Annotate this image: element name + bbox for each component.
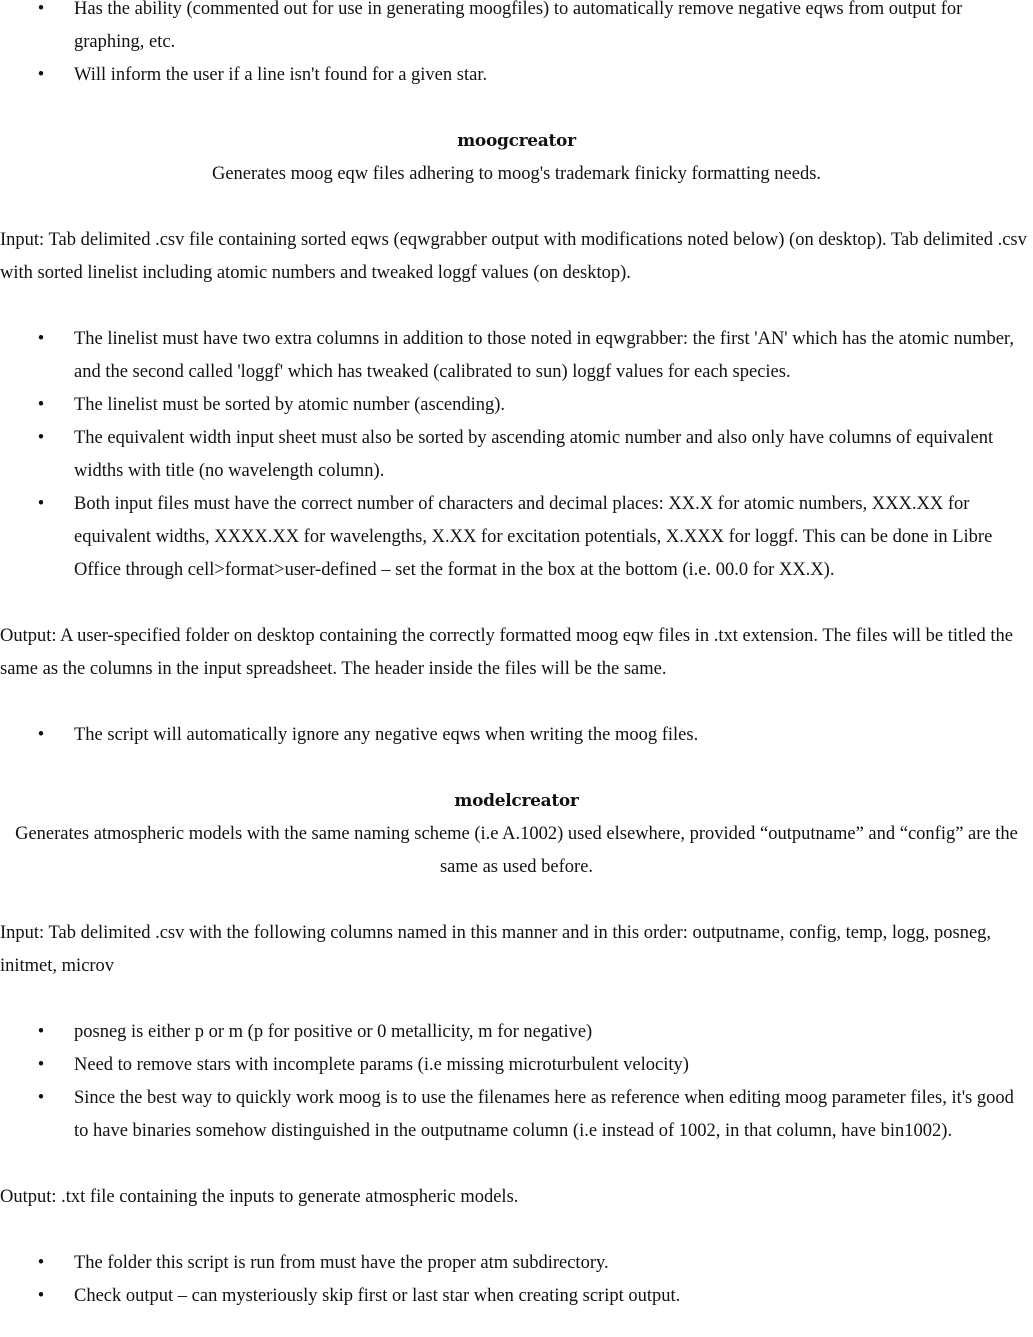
list-item-text: Will inform the user if a line isn't found for a given star. [74, 65, 488, 85]
list-item [0, 1016, 1033, 1049]
output-description: Output: .txt file containing the inputs to generate atmospheric models. [0, 1187, 519, 1207]
list-item [0, 59, 1033, 92]
list-item-text: Both input files must have the correct number of characters and decimal places: XX.X for atomic numbers, XXX.XX for equivalent widths, XXXX.XX for wavelengths, X.XX for excitation potentials, X.XXX for loggf. This can be done in Libre Office through cell>format>user-defined – set the format in the box at the bottom (i.e. 00.0 for XX.X). [74, 494, 993, 580]
section-subtitle: Generates atmospheric models with the same naming scheme (i.e A.1002) used elsewhere, provided “outputname” and “config” are the same as used before. [15, 824, 1018, 877]
spacer [0, 1214, 1033, 1247]
bullet-icon: • [37, 0, 45, 19]
list-item [0, 719, 1033, 752]
bullet-icon: • [37, 428, 45, 448]
list-item-text: The linelist must be sorted by atomic number (ascending). [74, 395, 506, 415]
list-item [0, 389, 1033, 422]
list-item [0, 1082, 1033, 1148]
list-item [0, 323, 1033, 389]
list-item [0, 0, 1033, 59]
spacer [0, 587, 1033, 620]
bullet-icon: • [37, 395, 45, 415]
output-bullet-list [0, 1247, 1033, 1313]
top-bullet-list [0, 0, 1033, 92]
section-subtitle: Generates moog eqw files adhering to moog's trademark finicky formatting needs. [211, 164, 822, 184]
section-heading-moogcreator: moogcreator [457, 131, 576, 151]
spacer [0, 1148, 1033, 1181]
list-item-text: Need to remove stars with incomplete params (i.e missing microturbulent velocity) [74, 1055, 689, 1075]
spacer [0, 752, 1033, 785]
list-item-text: Check output – can mysteriously skip first or last star when creating script output. [74, 1286, 681, 1306]
spacer [0, 92, 1033, 125]
output-bullet-list [0, 719, 1033, 752]
input-bullet-list [0, 1016, 1033, 1148]
spacer [0, 884, 1033, 917]
moogcreator-section [0, 125, 1033, 752]
list-item-text: posneg is either p or m (p for positive or 0 metallicity, m for negative) [74, 1022, 593, 1042]
list-item-text: Has the ability (commented out for use in generating moogfiles) to automatically remove negative eqws from output for graphing, etc. [74, 0, 963, 52]
input-description: Input: Tab delimited .csv with the following columns named in this manner and in this order: outputname, config, temp, logg, posneg, initmet, microv [0, 923, 992, 976]
list-item [0, 488, 1033, 587]
output-description: Output: A user-specified folder on desktop containing the correctly formatted moog eqw files in .txt extension. The files will be titled the same as the columns in the input spreadsheet. The header inside the files will be the same. [0, 626, 1013, 679]
bullet-icon: • [37, 1253, 45, 1273]
list-item-text: The folder this script is run from must have the proper atm subdirectory. [74, 1253, 609, 1273]
list-item [0, 1280, 1033, 1313]
list-item-text: The script will automatically ignore any negative eqws when writing the moog files. [74, 725, 699, 745]
list-item-text: Since the best way to quickly work moog is to use the filenames here as reference when editing moog parameter files, it's good to have binaries somehow distinguished in the outputname column (i.e instead of 1002, in that column, have bin1002). [74, 1088, 1014, 1141]
bullet-icon: • [37, 65, 45, 85]
input-bullet-list [0, 323, 1033, 587]
spacer [0, 686, 1033, 719]
spacer [0, 290, 1033, 323]
spacer [0, 191, 1033, 224]
bullet-icon: • [37, 329, 45, 349]
input-description: Input: Tab delimited .csv file containing sorted eqws (eqwgrabber output with modifications noted below) (on desktop). Tab delimited .csv with sorted linelist including atomic numbers and tweaked loggf values (on desktop). [0, 230, 1027, 283]
bullet-icon: • [37, 1286, 45, 1306]
bullet-icon: • [37, 725, 45, 745]
bullet-icon: • [37, 1088, 45, 1108]
list-item [0, 1049, 1033, 1082]
modelcreator-section [0, 785, 1033, 1313]
bullet-icon: • [37, 1022, 45, 1042]
list-item-text: The linelist must have two extra columns in addition to those noted in eqwgrabber: the first 'AN' which has the atomic number, and the second called 'loggf' which has tweaked (calibrated to sun) loggf values for each species. [74, 329, 1014, 382]
spacer [0, 983, 1033, 1016]
list-item [0, 422, 1033, 488]
list-item [0, 1247, 1033, 1280]
bullet-icon: • [37, 494, 45, 514]
list-item-text: The equivalent width input sheet must also be sorted by ascending atomic number and also only have columns of equivalent widths with title (no wavelength column). [74, 428, 994, 481]
bullet-icon: • [37, 1055, 45, 1075]
section-heading-modelcreator: modelcreator [454, 791, 579, 811]
